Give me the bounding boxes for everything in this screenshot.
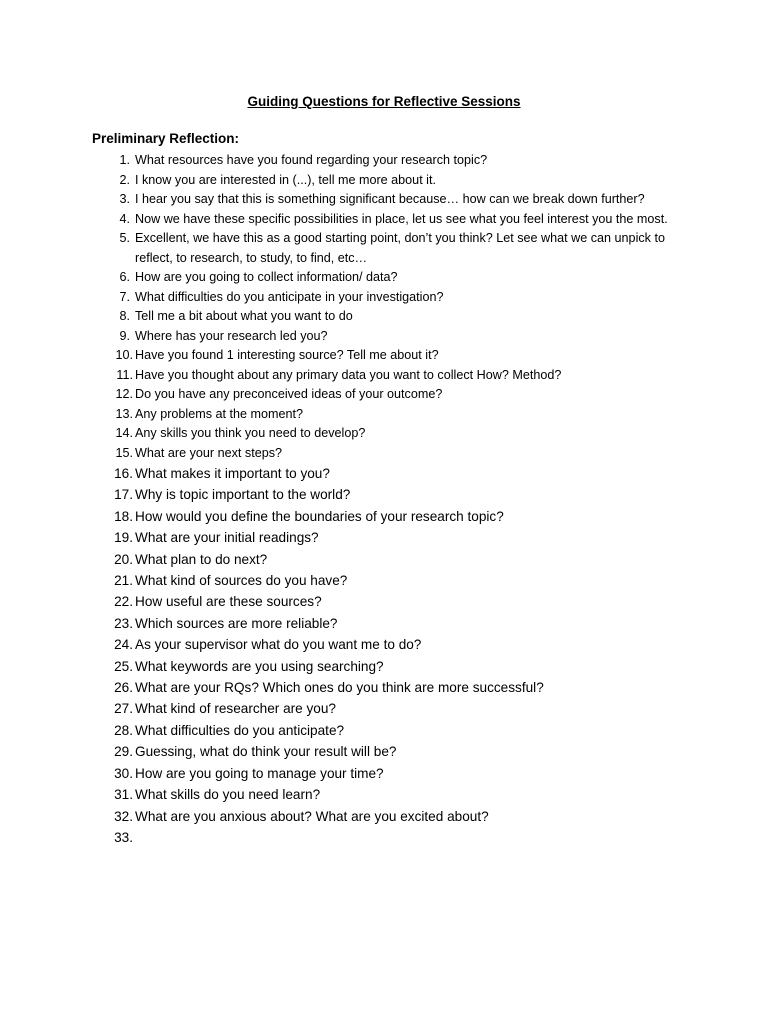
question-item bbox=[92, 424, 672, 444]
question-item bbox=[92, 784, 672, 805]
question-number: 7. bbox=[119, 289, 130, 304]
question-number: 28. bbox=[114, 722, 133, 738]
question-number: 6. bbox=[119, 270, 130, 284]
question-number: 9. bbox=[119, 328, 130, 343]
question-item bbox=[92, 806, 672, 827]
question-text: Why is topic important to the world? bbox=[135, 487, 351, 503]
question-item bbox=[92, 656, 672, 677]
question-text: What are your RQs? Which ones do you think are more successful? bbox=[135, 680, 544, 696]
question-text: Where has your research led you? bbox=[135, 328, 328, 343]
question-text: How are you going to manage your time? bbox=[135, 765, 384, 781]
question-text: What are your next steps? bbox=[135, 445, 282, 460]
question-number: 1. bbox=[119, 153, 130, 167]
question-text: How useful are these sources? bbox=[135, 594, 322, 610]
question-number: 30. bbox=[114, 765, 133, 781]
question-number: 27. bbox=[114, 701, 133, 717]
question-number: 14. bbox=[115, 426, 133, 440]
section-heading: Preliminary Reflection: bbox=[92, 131, 240, 146]
question-number: 26. bbox=[114, 680, 133, 696]
question-number: 33. bbox=[114, 829, 133, 845]
question-item bbox=[92, 229, 672, 268]
question-text: What keywords are you using searching? bbox=[135, 658, 384, 674]
question-number: 32. bbox=[114, 808, 133, 824]
question-item bbox=[92, 405, 672, 425]
question-number: 12. bbox=[115, 387, 133, 401]
question-number: 31. bbox=[114, 787, 133, 803]
question-text: What resources have you found regarding your research topic? bbox=[135, 153, 488, 167]
question-text: Any problems at the moment? bbox=[135, 406, 303, 421]
question-text: What are you anxious about? What are you excited about? bbox=[135, 808, 489, 824]
question-number: 10. bbox=[115, 348, 133, 362]
question-item bbox=[92, 366, 672, 386]
question-number: 24. bbox=[114, 637, 133, 653]
question-item bbox=[92, 720, 672, 741]
question-number: 21. bbox=[114, 573, 133, 589]
question-text: Excellent, we have this as a good starting point, don’t you think? Let see what we can unpick to reflect, to research, to study, to find, etc… bbox=[135, 231, 665, 265]
question-number: 8. bbox=[119, 309, 130, 323]
question-number: 22. bbox=[114, 594, 133, 610]
question-item bbox=[92, 346, 672, 366]
question-text: What kind of researcher are you? bbox=[135, 701, 336, 717]
question-text: How would you define the boundaries of your research topic? bbox=[135, 508, 504, 524]
question-number: 2. bbox=[119, 172, 130, 187]
question-text: As your supervisor what do you want me to do? bbox=[135, 637, 422, 653]
question-text: I hear you say that this is something significant because… how can we break down further? bbox=[135, 192, 645, 206]
question-item bbox=[92, 463, 672, 484]
question-number: 15. bbox=[115, 445, 133, 460]
question-text: Which sources are more reliable? bbox=[135, 615, 338, 631]
question-item bbox=[92, 763, 672, 784]
question-item bbox=[92, 151, 672, 171]
question-item bbox=[92, 288, 672, 308]
question-item bbox=[92, 190, 672, 210]
question-item bbox=[92, 634, 672, 655]
question-text: Have you found 1 interesting source? Tell me about it? bbox=[135, 348, 439, 362]
question-number: 20. bbox=[114, 551, 133, 567]
question-text: Guessing, what do think your result will be? bbox=[135, 744, 397, 760]
question-list bbox=[92, 151, 672, 845]
question-text: Do you have any preconceived ideas of your outcome? bbox=[135, 387, 443, 401]
question-text: I know you are interested in (...), tell me more about it. bbox=[135, 172, 436, 187]
question-number: 4. bbox=[119, 211, 130, 226]
question-text: What skills do you need learn? bbox=[135, 787, 321, 803]
question-item bbox=[92, 506, 672, 527]
question-text: What kind of sources do you have? bbox=[135, 573, 348, 589]
question-item bbox=[92, 698, 672, 719]
question-text: What are your initial readings? bbox=[135, 530, 319, 546]
question-text: What difficulties do you anticipate? bbox=[135, 722, 345, 738]
question-text: How are you going to collect information/ data? bbox=[135, 270, 398, 284]
question-item bbox=[92, 210, 672, 230]
question-number: 5. bbox=[119, 231, 130, 245]
question-number: 11. bbox=[116, 367, 133, 382]
question-item bbox=[92, 484, 672, 505]
question-number: 17. bbox=[114, 487, 133, 503]
question-item bbox=[92, 268, 672, 288]
question-item bbox=[92, 171, 672, 191]
question-item bbox=[92, 444, 672, 464]
question-number: 3. bbox=[119, 192, 130, 206]
question-item bbox=[92, 385, 672, 405]
question-item bbox=[92, 549, 672, 570]
question-number: 25. bbox=[114, 658, 133, 674]
question-item bbox=[92, 327, 672, 347]
question-item bbox=[92, 527, 672, 548]
question-text: Any skills you think you need to develop? bbox=[135, 426, 366, 440]
question-item bbox=[92, 570, 672, 591]
question-item bbox=[92, 307, 672, 327]
question-item bbox=[92, 741, 672, 762]
question-number: 16. bbox=[114, 466, 133, 481]
question-item bbox=[92, 591, 672, 612]
question-text: Tell me a bit about what you want to do bbox=[135, 309, 353, 323]
question-text: What makes it important to you? bbox=[135, 466, 330, 481]
question-item bbox=[92, 613, 672, 634]
question-text: Have you thought about any primary data you want to collect How? Method? bbox=[135, 367, 562, 382]
question-number: 19. bbox=[114, 530, 133, 546]
question-number: 29. bbox=[114, 744, 133, 760]
question-text: Now we have these specific possibilities in place, let us see what you feel interest you the most. bbox=[135, 211, 668, 226]
question-number: 23. bbox=[114, 615, 133, 631]
question-text: What difficulties do you anticipate in your investigation? bbox=[135, 289, 444, 304]
question-number: 13. bbox=[115, 406, 133, 421]
question-number: 18. bbox=[114, 508, 133, 524]
document-title: Guiding Questions for Reflective Sessions bbox=[247, 94, 521, 109]
question-text: What plan to do next? bbox=[135, 551, 268, 567]
question-item bbox=[92, 677, 672, 698]
